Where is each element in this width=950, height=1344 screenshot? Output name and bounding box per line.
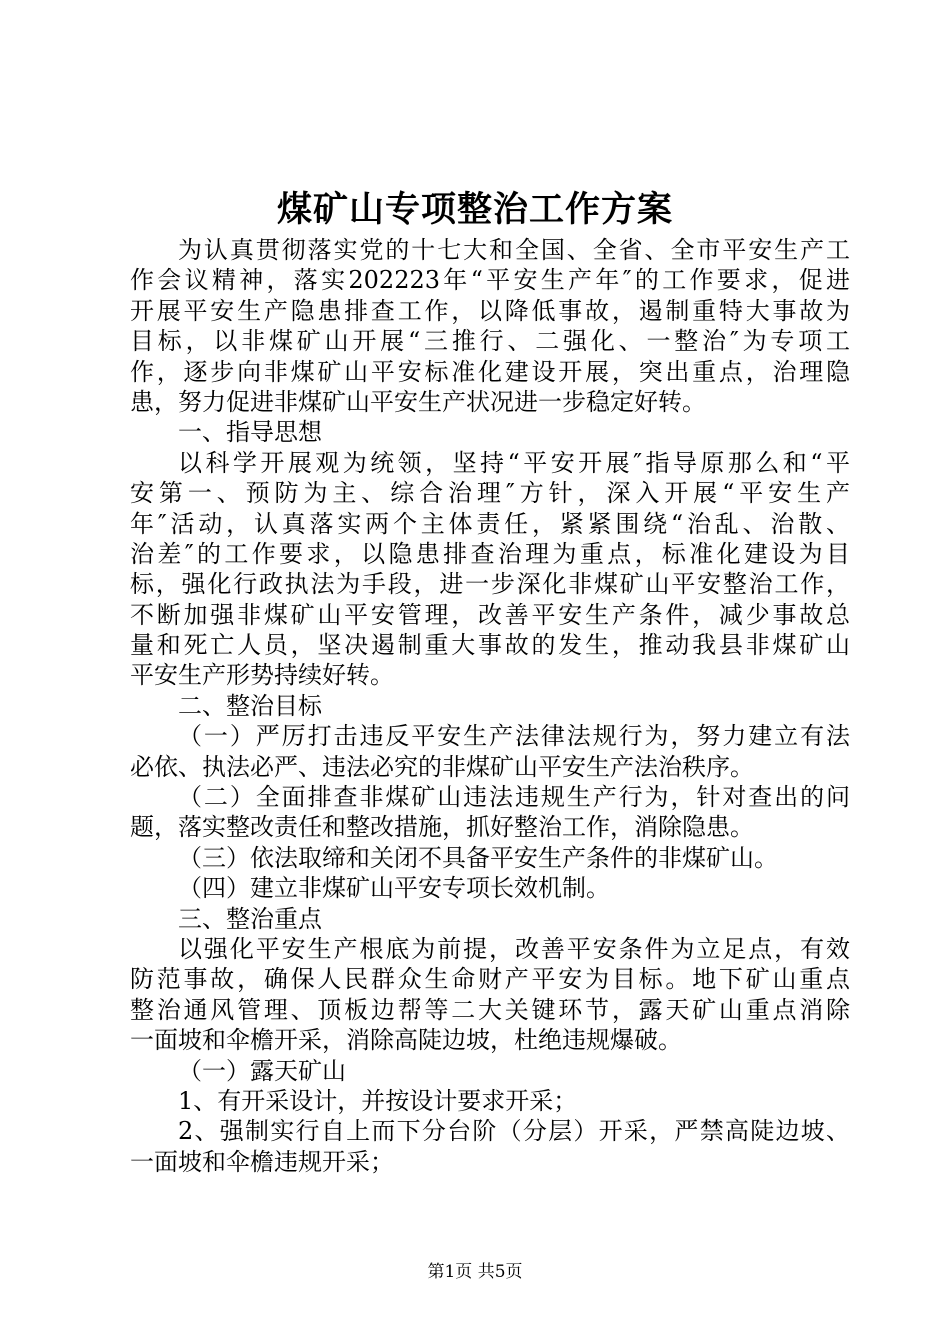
body-line: （一）露天矿山: [178, 1056, 346, 1085]
document-title: 煤矿山专项整治工作方案: [276, 189, 673, 230]
body-line: 安第一、预防为主、综合治理″方针，深入开展“平安生产: [130, 479, 850, 508]
body-line: 不断加强非煤矿山平安管理，改善平安生产条件，减少事故总: [130, 600, 850, 629]
body-line: 为认真贯彻落实党的十七大和全国、全省、全市平安生产工: [178, 236, 850, 264]
body-line: 作，逐步向非煤矿山平安标准化建设开展，突出重点，治理隐: [130, 357, 850, 386]
body-line: （三）依法取缔和关闭不具备平安生产条件的非煤矿山。: [178, 843, 778, 872]
body-line: 题，落实整改责任和整改措施，抓好整治工作，消除隐患。: [130, 813, 754, 842]
body-line: 防范事故，确保人民群众生命财产平安为目标。地下矿山重点: [130, 965, 850, 994]
body-line: 量和死亡人员，坚决遏制重大事故的发生，推动我县非煤矿山: [130, 631, 850, 660]
body-line: 一面坡和伞檐开采，消除高陡边坡，杜绝违规爆破。: [130, 1026, 682, 1055]
body-line: （一）严厉打击违反平安生产法律法规行为，努力建立有法: [178, 722, 850, 751]
body-line: 2、强制实行自上而下分台阶（分层）开采，严禁高陡边坡、: [178, 1117, 850, 1146]
body-line: 1、有开采设计，并按设计要求开采；: [178, 1086, 578, 1115]
body-line: 三、整治重点: [178, 904, 322, 933]
body-line: 必依、执法必严、违法必究的非煤矿山平安生产法治秩序。: [130, 752, 754, 781]
body-line: 以强化平安生产根底为前提，改善平安条件为立足点，有效: [178, 934, 850, 963]
body-line: 整治通风管理、顶板边帮等二大关键环节，露天矿山重点消除: [130, 995, 850, 1024]
body-line: 平安生产形势持续好转。: [130, 661, 394, 690]
body-line: 二、整治目标: [178, 691, 322, 720]
body-line: 以科学开展观为统领，坚持“平安开展″指导原那么和“平: [178, 448, 850, 477]
body-line: （二）全面排查非煤矿山违法违规生产行为，针对查出的问: [178, 783, 850, 812]
page-footer: 第1页 共5页: [427, 1262, 523, 1282]
body-line: 作会议精神，落实202223年“平安生产年″的工作要求，促进: [130, 266, 850, 295]
body-line: 开展平安生产隐患排查工作，以降低事故，遏制重特大事故为: [130, 296, 850, 325]
body-line: 标，强化行政执法为手段，进一步深化非煤矿山平安整治工作，: [130, 570, 850, 599]
body-line: 一、指导思想: [178, 418, 322, 447]
body-line: （四）建立非煤矿山平安专项长效机制。: [178, 874, 610, 903]
body-line: 一面坡和伞檐违规开采；: [130, 1147, 394, 1176]
document-body: [130, 235, 850, 1177]
body-line: 年″活动，认真落实两个主体责任，紧紧围绕“治乱、治散、: [130, 509, 850, 538]
body-line: 患，努力促进非煤矿山平安生产状况进一步稳定好转。: [130, 387, 706, 416]
body-line: 目标，以非煤矿山开展“三推行、二强化、一整治″为专项工: [130, 327, 850, 356]
body-line: 治差″的工作要求，以隐患排查治理为重点，标准化建设为目: [130, 539, 850, 568]
